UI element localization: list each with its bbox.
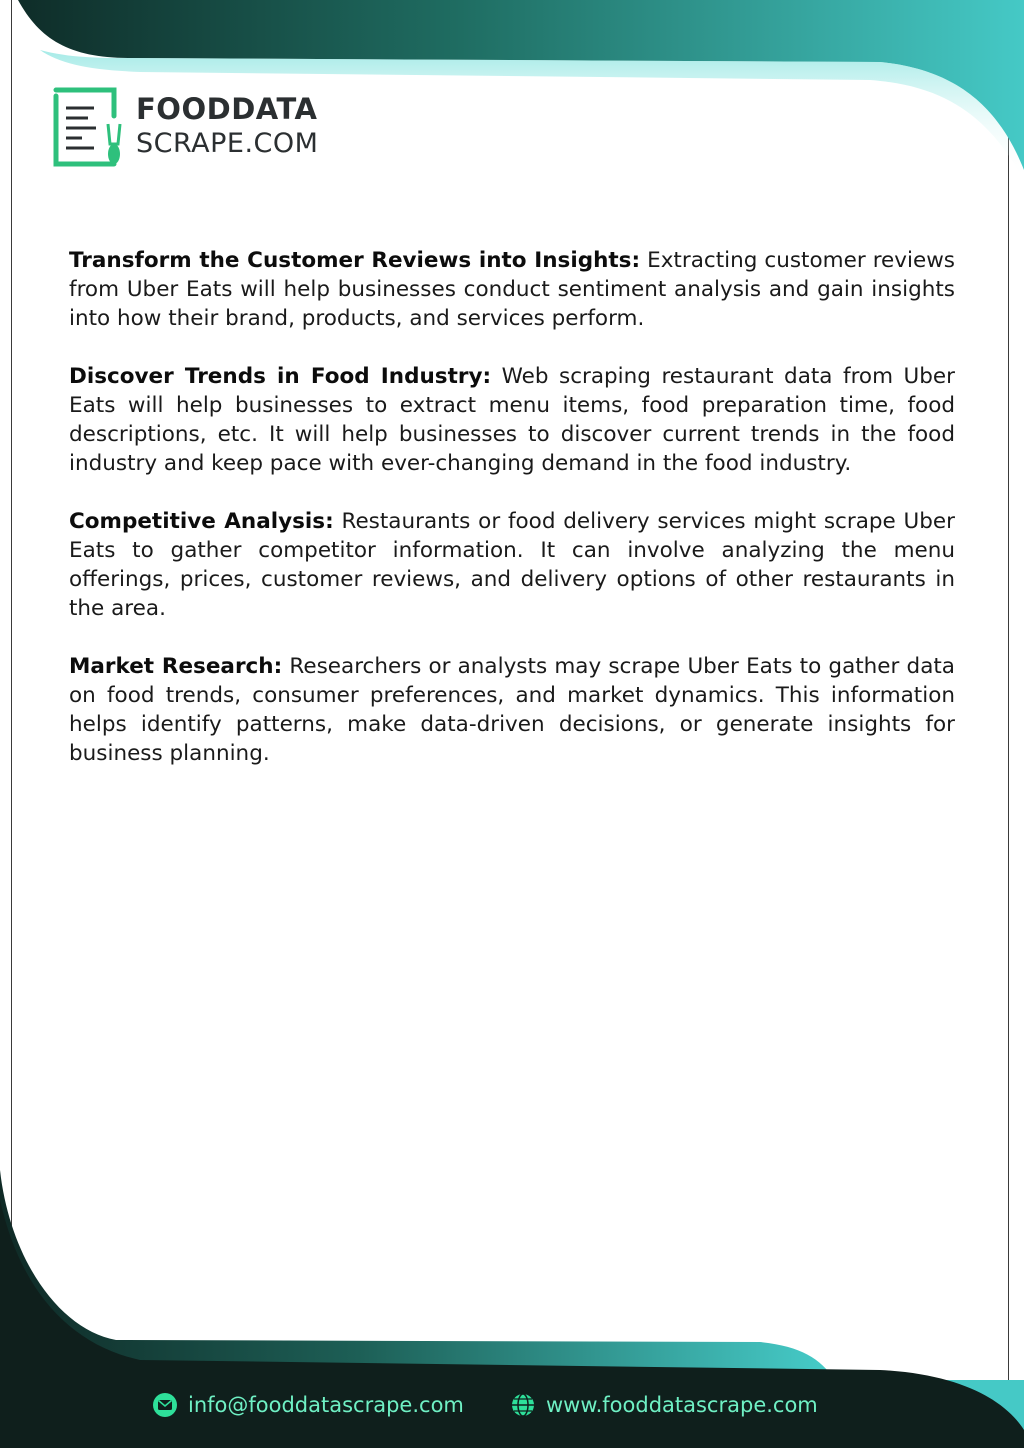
brand-name-line2: SCRAPE.COM xyxy=(136,128,319,159)
envelope-icon xyxy=(152,1392,178,1418)
website-url[interactable]: www.fooddatascrape.com xyxy=(546,1393,818,1417)
section-heading: Competitive Analysis: xyxy=(69,509,334,534)
footer-email[interactable] xyxy=(152,1392,464,1418)
section-food-trends xyxy=(69,362,955,478)
globe-icon xyxy=(510,1392,536,1418)
footer-website[interactable] xyxy=(510,1392,818,1418)
section-competitive-analysis xyxy=(69,507,955,623)
email-address[interactable]: info@fooddatascrape.com xyxy=(188,1393,464,1417)
section-heading: Discover Trends in Food Industry: xyxy=(69,364,492,389)
section-heading: Transform the Customer Reviews into Insights: xyxy=(69,248,641,273)
brand-name-line1: FOODDATA xyxy=(136,92,318,126)
main-content xyxy=(69,246,955,797)
section-body: Web scraping restaurant data from Uber Eats will help businesses to extract menu items, food preparation time, food descriptions, etc. It will help businesses to discover current trends in the food industry and keep pace with ever-changing demand in the food industry. xyxy=(69,364,955,476)
section-market-research xyxy=(69,652,955,768)
brand-logo xyxy=(52,86,352,170)
section-body: Researchers or analysts may scrape Uber Eats to gather data on food trends, consumer preferences, and market dynamics. This information helps identify patterns, make data-driven decisions, or generate insights for business planning. xyxy=(69,654,955,766)
menu-fork-icon xyxy=(52,86,128,168)
section-body: Restaurants or food delivery services might scrape Uber Eats to gather competitor information. It can involve analyzing the menu offerings, prices, customer reviews, and delivery options of other restaurants in the area. xyxy=(69,509,955,621)
section-customer-reviews xyxy=(69,246,955,333)
section-body: Extracting customer reviews from Uber Eats will help businesses conduct sentiment analysis and gain insights into how their brand, products, and services perform. xyxy=(69,248,955,331)
section-heading: Market Research: xyxy=(69,654,283,679)
footer-contact-bar xyxy=(0,1392,1024,1432)
